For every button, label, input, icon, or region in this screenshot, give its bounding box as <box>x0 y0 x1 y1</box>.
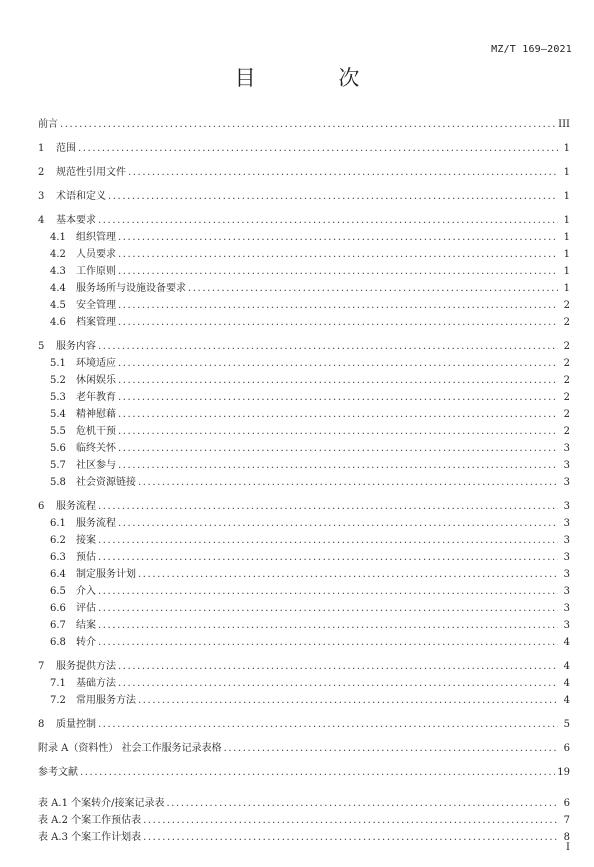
toc-entry-page: 3 <box>563 535 570 546</box>
toc-leader-dots <box>78 140 558 157</box>
toc-entry[interactable] <box>38 280 570 297</box>
toc-entry[interactable] <box>38 140 570 157</box>
toc-leader-dots <box>118 457 558 474</box>
toc-entry-page: 2 <box>563 317 570 328</box>
toc-entry[interactable] <box>38 188 570 205</box>
toc-entry-page: 2 <box>563 375 570 386</box>
toc-entry-number: 5.6 <box>50 443 66 454</box>
toc-leader-dots <box>118 406 558 423</box>
toc-entry-label: 服务流程 <box>76 518 116 529</box>
toc-entry-label: 范围 <box>56 143 76 154</box>
toc-entry[interactable] <box>38 764 570 781</box>
toc-leader-dots <box>118 297 558 314</box>
toc-entry[interactable] <box>38 164 570 181</box>
toc-entry-page: 2 <box>563 300 570 311</box>
toc-entry-label: 人员要求 <box>76 249 116 260</box>
toc-entry[interactable] <box>38 314 570 331</box>
toc-entry-label: 休闲娱乐 <box>76 375 116 386</box>
toc-entry[interactable] <box>38 829 570 846</box>
toc-entry-page: 2 <box>563 409 570 420</box>
toc-entry-label: 转介 <box>76 637 96 648</box>
toc-entry[interactable] <box>38 532 570 549</box>
toc-entry-label: 服务内容 <box>56 341 96 352</box>
toc-entry-page: 3 <box>563 569 570 580</box>
toc-entry-page: 1 <box>563 232 570 243</box>
toc-leader-dots <box>98 583 558 600</box>
toc-entry-number: 2 <box>38 167 45 178</box>
toc-entry-number: 5.4 <box>50 409 66 420</box>
toc-entry-label: 环境适应 <box>76 358 116 369</box>
toc-leader-dots <box>118 423 558 440</box>
toc-leader-dots <box>98 532 558 549</box>
toc-leader-dots <box>138 692 558 709</box>
toc-entry-number: 8 <box>38 719 45 730</box>
toc-leader-dots <box>118 372 558 389</box>
toc-leader-dots <box>138 474 558 491</box>
toc-entry[interactable] <box>38 812 570 829</box>
toc-entry[interactable] <box>38 675 570 692</box>
toc-entry-label: 前言 <box>38 119 58 130</box>
toc-entry-number: 7 <box>38 661 45 672</box>
toc-leader-dots <box>98 600 558 617</box>
toc-entry-number: 6.6 <box>50 603 66 614</box>
standard-code: MZ/T 169—2021 <box>491 44 572 55</box>
toc-entry-number: 6.7 <box>50 620 66 631</box>
toc-entry-label: 常用服务方法 <box>76 695 136 706</box>
toc-entry[interactable] <box>38 617 570 634</box>
toc-entry-number: 6.8 <box>50 637 66 648</box>
toc-entry-label: 组织管理 <box>76 232 116 243</box>
toc-leader-dots <box>118 263 558 280</box>
toc-entry-page: 3 <box>563 460 570 471</box>
toc-leader-dots <box>143 829 558 846</box>
toc-entry-page: 2 <box>563 358 570 369</box>
toc-leader-dots <box>98 617 558 634</box>
toc-entry-page: 2 <box>563 392 570 403</box>
toc-entry-number: 5 <box>38 341 45 352</box>
toc-entry-page: 6 <box>563 798 570 809</box>
toc-entry-label: 危机干预 <box>76 426 116 437</box>
toc-entry-number: 4 <box>38 215 45 226</box>
toc-entry-number: 5.5 <box>50 426 66 437</box>
toc-entry-label: 老年教育 <box>76 392 116 403</box>
toc-entry-page: 1 <box>563 167 570 178</box>
toc-entry-label: 结案 <box>76 620 96 631</box>
toc-entry[interactable] <box>38 297 570 314</box>
toc-entry-page: 3 <box>563 518 570 529</box>
toc-entry-page: 4 <box>563 637 570 648</box>
toc-entry-number: 4.6 <box>50 317 66 328</box>
toc-entry-page: 3 <box>563 603 570 614</box>
page-number: I <box>566 842 570 853</box>
toc-entry-number: 7.1 <box>50 678 66 689</box>
table-of-contents <box>38 116 570 846</box>
toc-entry-label: 服务场所与设施设备要求 <box>76 283 186 294</box>
toc-entry-page: 3 <box>563 477 570 488</box>
toc-leader-dots <box>167 795 559 812</box>
toc-entry[interactable] <box>38 692 570 709</box>
toc-entry-label: 临终关怀 <box>76 443 116 454</box>
toc-entry[interactable] <box>38 389 570 406</box>
toc-entry-number: 6.4 <box>50 569 66 580</box>
toc-entry-page: 2 <box>563 426 570 437</box>
toc-leader-dots <box>118 389 558 406</box>
toc-entry[interactable] <box>38 474 570 491</box>
toc-entry-page: 6 <box>563 743 570 754</box>
toc-leader-dots <box>98 338 558 355</box>
toc-entry-number: 5.2 <box>50 375 66 386</box>
toc-entry[interactable] <box>38 795 570 812</box>
toc-leader-dots <box>118 355 558 372</box>
toc-entry-number: 6.3 <box>50 552 66 563</box>
toc-entry[interactable] <box>38 440 570 457</box>
toc-entry-label: 档案管理 <box>76 317 116 328</box>
toc-entry-page: 1 <box>563 249 570 260</box>
toc-entry-label: 工作原则 <box>76 266 116 277</box>
toc-entry-page: 1 <box>563 266 570 277</box>
toc-entry[interactable] <box>38 263 570 280</box>
toc-leader-dots <box>118 246 558 263</box>
toc-entry-label: 社会资源链接 <box>76 477 136 488</box>
toc-entry-page: 3 <box>563 443 570 454</box>
toc-entry[interactable] <box>38 634 570 651</box>
toc-leader-dots <box>138 566 558 583</box>
toc-entry-page: 4 <box>563 678 570 689</box>
toc-leader-dots <box>98 634 558 651</box>
toc-entry-page: 1 <box>563 191 570 202</box>
toc-entry-number: 5.3 <box>50 392 66 403</box>
toc-entry-number: 4.4 <box>50 283 66 294</box>
toc-entry-page: 5 <box>563 719 570 730</box>
toc-entry-page: 4 <box>563 661 570 672</box>
toc-entry-page: 19 <box>557 767 570 778</box>
toc-entry-page: 2 <box>563 341 570 352</box>
toc-entry-label: 社区参与 <box>76 460 116 471</box>
toc-entry-label: 基础方法 <box>76 678 116 689</box>
toc-leader-dots <box>118 229 558 246</box>
toc-entry-label: 参考文献 <box>38 767 78 778</box>
toc-entry[interactable] <box>38 566 570 583</box>
page-title: 目 次 <box>234 66 398 90</box>
toc-entry-label: 表 A.2 个案工作预估表 <box>38 815 142 826</box>
toc-entry-label: 表 A.1 个案转介/接案记录表 <box>38 798 165 809</box>
toc-entry-label: 术语和定义 <box>56 191 106 202</box>
toc-entry-label: 预估 <box>76 552 96 563</box>
toc-entry[interactable] <box>38 716 570 733</box>
toc-entry-number: 5.8 <box>50 477 66 488</box>
toc-entry-number: 6 <box>38 501 45 512</box>
toc-entry-number: 5.7 <box>50 460 66 471</box>
toc-entry-label: 制定服务计划 <box>76 569 136 580</box>
toc-entry-label: 附录 A（资料性） 社会工作服务记录表格 <box>38 743 222 754</box>
toc-entry-number: 4.3 <box>50 266 66 277</box>
toc-entry[interactable] <box>38 355 570 372</box>
toc-entry-label: 表 A.3 个案工作计划表 <box>38 832 142 843</box>
toc-leader-dots <box>118 314 558 331</box>
toc-entry[interactable] <box>38 600 570 617</box>
toc-entry-page: 3 <box>563 586 570 597</box>
toc-leader-dots <box>118 658 558 675</box>
toc-entry[interactable] <box>38 658 570 675</box>
toc-entry-page: 3 <box>563 552 570 563</box>
toc-entry-label: 质量控制 <box>56 719 96 730</box>
toc-entry[interactable] <box>38 372 570 389</box>
toc-entry[interactable] <box>38 457 570 474</box>
toc-entry[interactable] <box>38 423 570 440</box>
toc-entry-number: 7.2 <box>50 695 66 706</box>
toc-entry-number: 4.5 <box>50 300 66 311</box>
toc-entry-label: 基本要求 <box>56 215 96 226</box>
toc-entry-number: 6.5 <box>50 586 66 597</box>
toc-entry[interactable] <box>38 229 570 246</box>
toc-entry-page: 1 <box>563 215 570 226</box>
toc-leader-dots <box>80 764 555 781</box>
toc-entry-number: 6.1 <box>50 518 66 529</box>
toc-entry-page: 1 <box>563 283 570 294</box>
toc-leader-dots <box>98 498 558 515</box>
toc-entry[interactable] <box>38 549 570 566</box>
toc-entry-page: 7 <box>563 815 570 826</box>
toc-entry-label: 安全管理 <box>76 300 116 311</box>
toc-entry[interactable] <box>38 740 570 757</box>
toc-leader-dots <box>98 549 558 566</box>
toc-entry-page: 4 <box>563 695 570 706</box>
toc-entry[interactable] <box>38 583 570 600</box>
toc-entry[interactable] <box>38 406 570 423</box>
toc-leader-dots <box>128 164 558 181</box>
toc-leader-dots <box>98 212 558 229</box>
toc-entry[interactable] <box>38 116 570 133</box>
toc-entry[interactable] <box>38 338 570 355</box>
toc-entry-page: 3 <box>563 620 570 631</box>
toc-entry-number: 5.1 <box>50 358 66 369</box>
toc-leader-dots <box>224 740 558 757</box>
toc-leader-dots <box>188 280 558 297</box>
toc-entry[interactable] <box>38 498 570 515</box>
toc-entry-label: 精神慰藉 <box>76 409 116 420</box>
toc-entry-page: 1 <box>563 143 570 154</box>
toc-entry-number: 3 <box>38 191 45 202</box>
toc-entry-number: 4.1 <box>50 232 66 243</box>
toc-leader-dots <box>143 812 558 829</box>
toc-entry-number: 1 <box>38 143 45 154</box>
toc-leader-dots <box>118 675 558 692</box>
toc-leader-dots <box>118 440 558 457</box>
toc-entry-label: 服务提供方法 <box>56 661 116 672</box>
toc-entry-page: 3 <box>563 501 570 512</box>
toc-leader-dots <box>108 188 558 205</box>
toc-leader-dots <box>98 716 558 733</box>
toc-entry[interactable] <box>38 246 570 263</box>
toc-leader-dots <box>118 515 558 532</box>
toc-entry[interactable] <box>38 515 570 532</box>
toc-entry-label: 接案 <box>76 535 96 546</box>
toc-entry[interactable] <box>38 212 570 229</box>
toc-leader-dots <box>60 116 556 133</box>
toc-entry-number: 6.2 <box>50 535 66 546</box>
toc-entry-label: 服务流程 <box>56 501 96 512</box>
toc-entry-number: 4.2 <box>50 249 66 260</box>
toc-entry-page: III <box>558 119 570 130</box>
toc-entry-label: 介入 <box>76 586 96 597</box>
toc-entry-page: 8 <box>563 832 570 843</box>
toc-entry-label: 规范性引用文件 <box>56 167 126 178</box>
toc-entry-label: 评估 <box>76 603 96 614</box>
